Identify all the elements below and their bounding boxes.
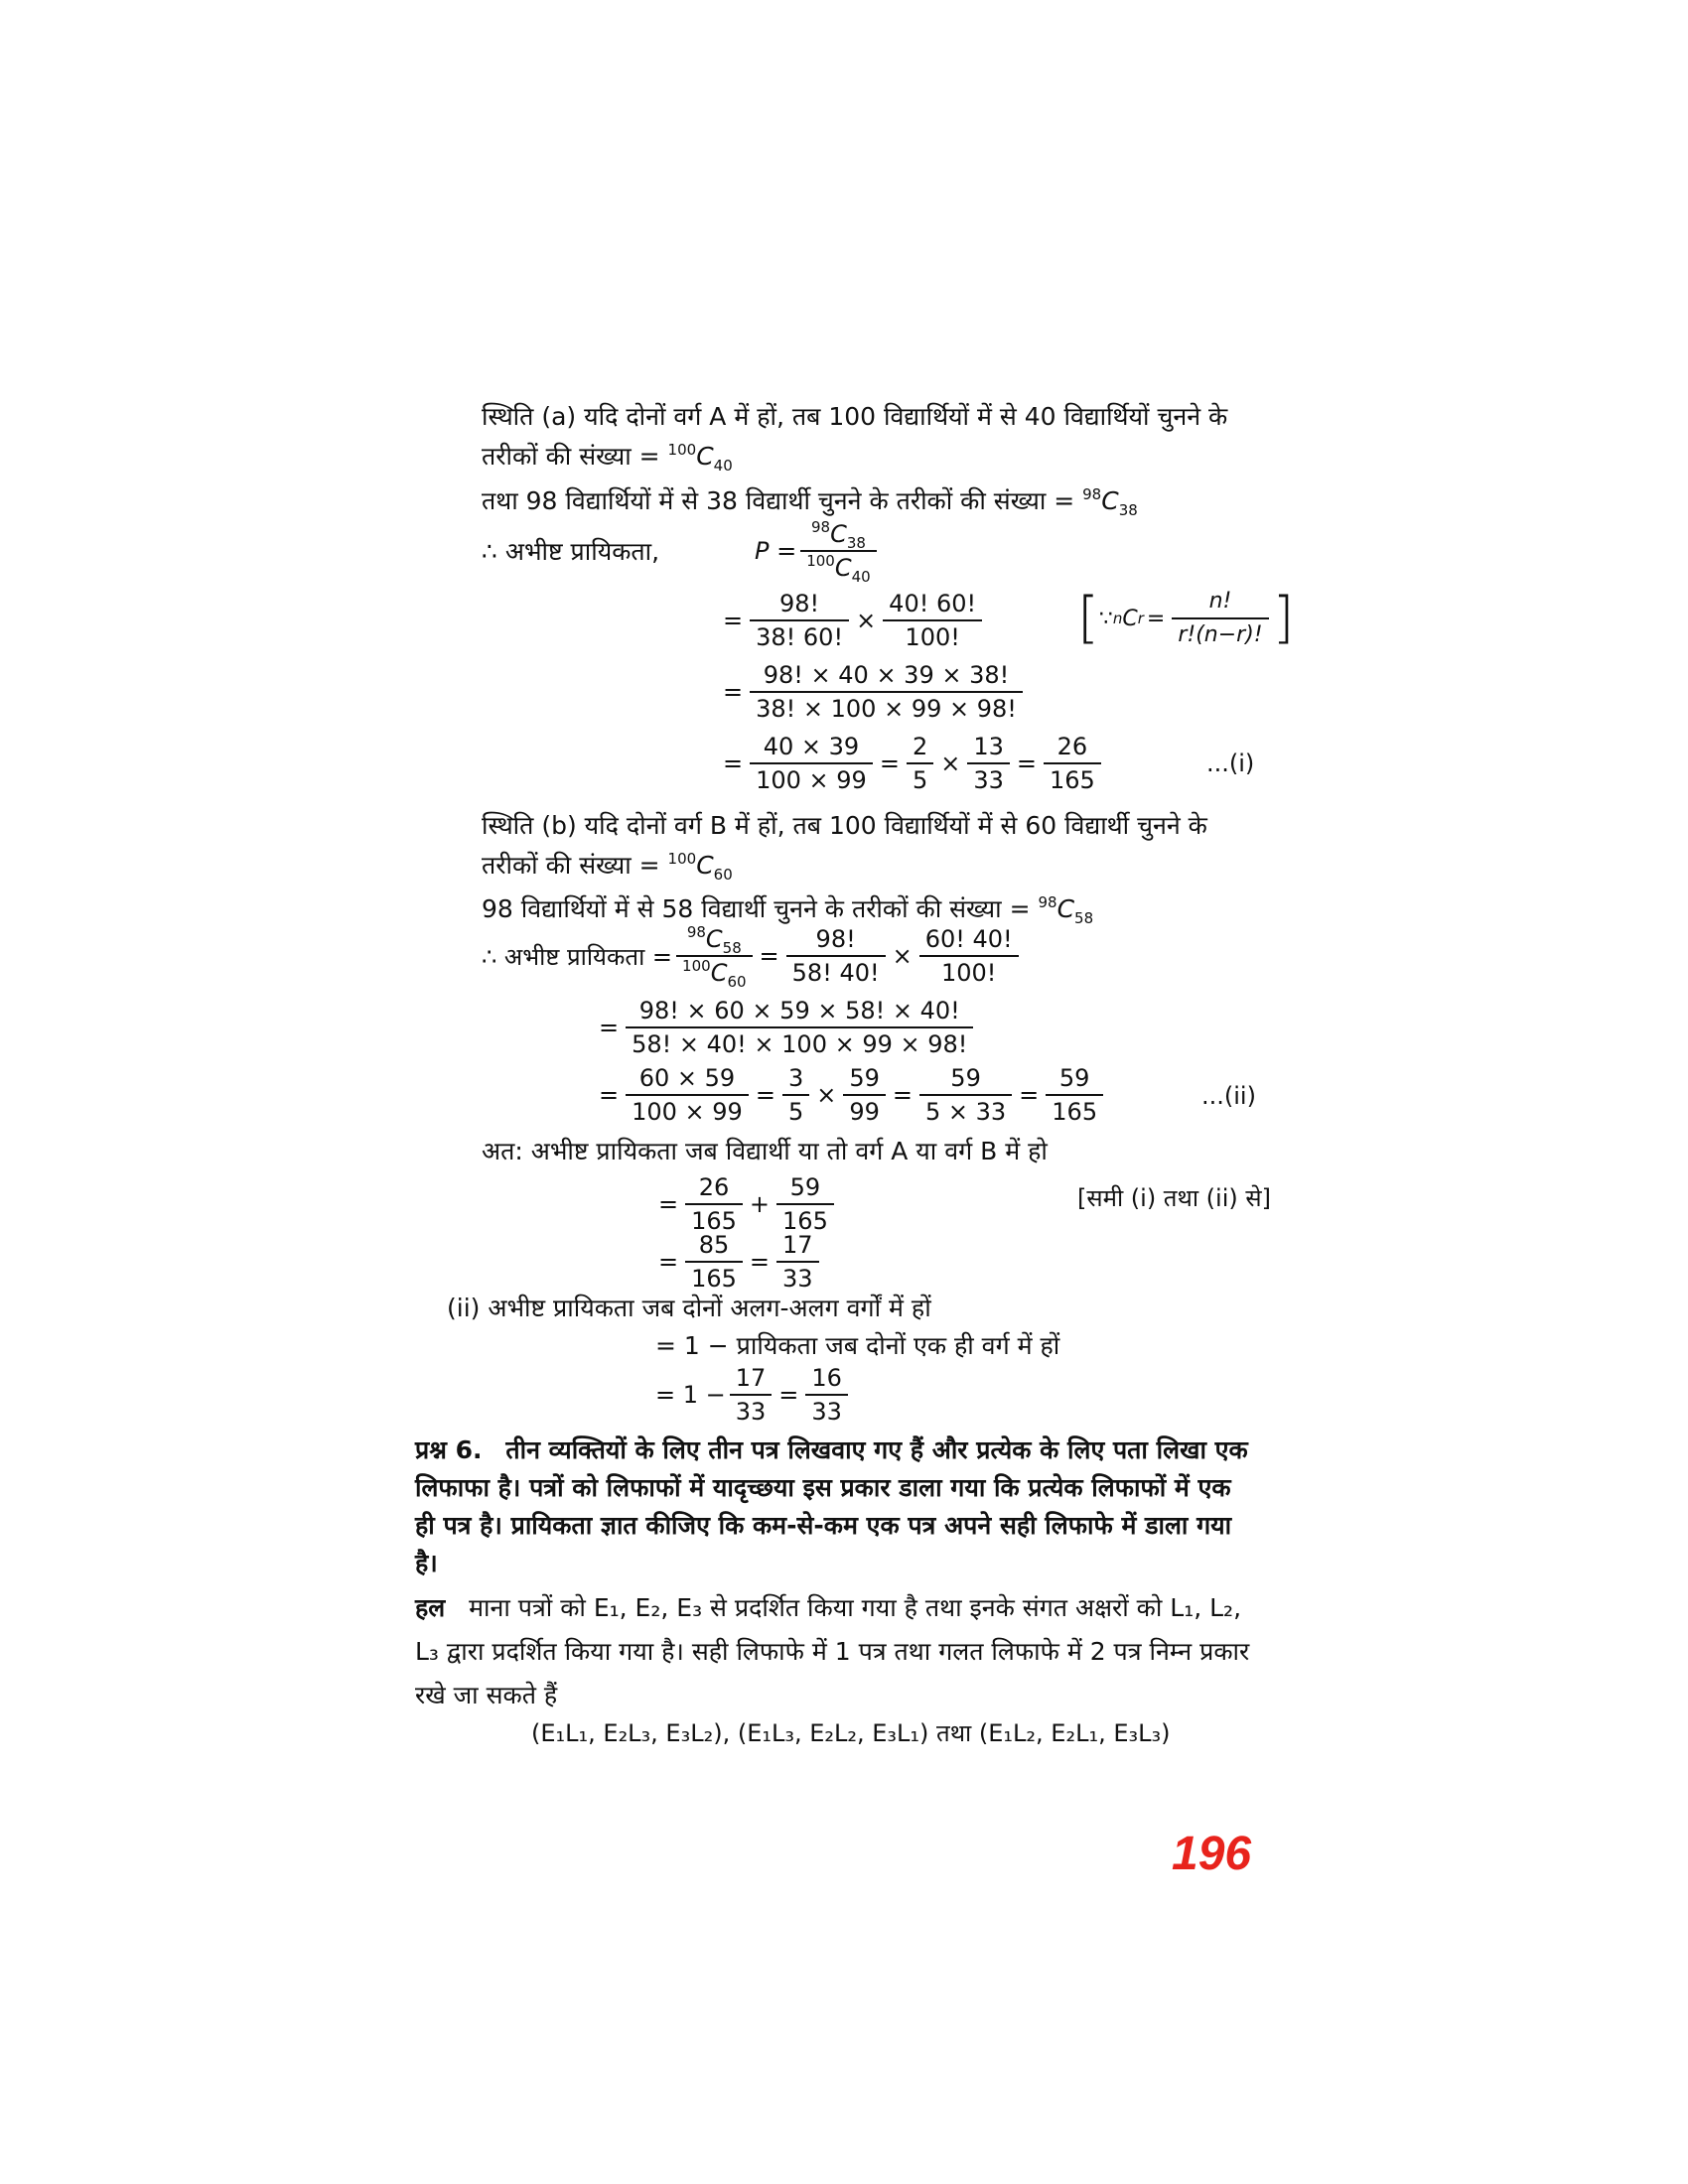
case-a-P-num-sub: 38 — [846, 534, 866, 552]
case-b-step3-den-a: 100 × 99 — [632, 1098, 743, 1126]
total-res-num-b: 17 — [776, 1229, 819, 1263]
case-a-line2 — [482, 437, 733, 477]
case-b-step1-num-c: C — [705, 925, 723, 953]
case-b-step3-den-d: 5 × 33 — [924, 1098, 1007, 1126]
case-b-step1-num-c: 60! 40! — [919, 923, 1019, 957]
case-a-formula-because: ∵ — [1098, 606, 1113, 631]
case-a-P-frac — [800, 518, 877, 584]
case-b-line2-sup: 100 — [667, 850, 697, 868]
case-a-formula-den: r!(n−r)! — [1178, 622, 1263, 647]
total-res-den-b: 33 — [782, 1265, 813, 1293]
case-a-step3-num-c: 13 — [967, 731, 1010, 764]
total-sum-num-a: 26 — [685, 1171, 743, 1205]
case-b-eq-tag: ...(ii) — [1201, 1082, 1256, 1110]
total-ref: [समी (i) तथा (ii) से] — [1077, 1184, 1271, 1212]
question-6-label: प्रश्न 6. — [415, 1435, 483, 1464]
case-b-step3-num-c: 59 — [843, 1062, 886, 1096]
case-a-step3-den-c: 33 — [973, 766, 1004, 794]
total-res-num-a: 85 — [685, 1229, 743, 1263]
case-a-step3-den-a: 100 × 99 — [756, 766, 867, 794]
total-result: = $\frac{85}{165}$ = $\frac{17}{33}$ — [655, 1229, 823, 1295]
case-a-line3-text: तथा 98 विद्यार्थियों में से 38 विद्यार्थी चुनने के तरीकों की संख्या = — [482, 486, 1083, 515]
case-b-step2-num: 98! × 60 × 59 × 58! × 40! — [626, 995, 973, 1028]
case-a-formula-bracket: [ ∵ n C r = $\frac{n!}{r!(n-r)!}$ ] — [1077, 586, 1295, 650]
case-a-P: P = — [755, 537, 797, 565]
case-a-line1: स्थिति (a) यदि दोनों वर्ग A में हों, तब 100 विद्यार्थियों में से 40 विद्यार्थियों चुनने के — [482, 402, 1228, 431]
case-a-line3-sup: 98 — [1082, 485, 1102, 503]
part-ii-calc: = 1 − $\frac{17}{33}$ = $\frac{16}{33}$ — [655, 1362, 852, 1428]
case-a-line3-sub: 38 — [1118, 501, 1138, 519]
case-b-step2-den: 58! × 40! × 100 × 99 × 98! — [632, 1030, 968, 1058]
question-6-text: तीन व्यक्तियों के लिए तीन पत्र लिखवाए गए हैं और प्रत्येक के लिए पता लिखा एक लिफाफा है। पत्रों को लिफाफों में यादृच्छया इस प्रकार डाला गया कि प्रत्येक लिफाफों में एक ही पत्र है। प्रायिकता ज्ञात कीजिए कि कम-से-कम एक पत्र अपने सही लिफाफे में डाला गया है। — [415, 1435, 1248, 1577]
total-res-den-a: 165 — [691, 1265, 737, 1293]
solution — [415, 1586, 1251, 1717]
case-b-line1: स्थिति (b) यदि दोनों वर्ग B में हों, तब 100 विद्यार्थियों में से 60 विद्यार्थी चुनने के — [482, 811, 1207, 840]
solution-label: हल — [415, 1593, 446, 1622]
case-b-step1-num-b: 98! — [786, 923, 886, 957]
case-a-P-eq — [755, 518, 881, 584]
case-a-step2-num: 98! × 40 × 39 × 38! — [750, 659, 1023, 693]
case-a-line2-sub: 40 — [713, 457, 733, 475]
case-b-step3-num-d: 59 — [919, 1062, 1012, 1096]
case-b-step1-num-sub: 58 — [722, 939, 742, 957]
case-a-step1-num-a: 98! — [750, 588, 849, 621]
case-a-step1-den-a: 38! 60! — [756, 623, 844, 651]
part-ii-prefix: = 1 − — [655, 1381, 726, 1409]
case-a-step1-num-b: 40! 60! — [883, 588, 982, 621]
case-b-line2-sub: 60 — [713, 866, 733, 884]
case-b-step3-den-e: 165 — [1052, 1098, 1098, 1126]
case-b-line2 — [482, 846, 733, 886]
case-b-step1-den-sup: 100 — [682, 957, 711, 975]
part-ii-line2: = 1 − प्रायिकता जब दोनों एक ही वर्ग में हों — [655, 1331, 1060, 1360]
part-ii-num-b: 16 — [805, 1362, 848, 1396]
case-a-P-den-sup: 100 — [806, 552, 835, 570]
case-b-step1-den-sub: 60 — [727, 973, 747, 991]
case-b-step3-num-b: 3 — [782, 1062, 809, 1096]
part-ii-line: (ii) अभीष्ट प्रायिकता जब दोनों अलग-अलग वर्गों में हों — [447, 1294, 931, 1322]
case-b-line2-text: तरीकों की संख्या = — [482, 851, 668, 880]
case-a-step3-num-d: 26 — [1044, 731, 1101, 764]
total-sum-num-b: 59 — [776, 1171, 834, 1205]
case-b-step1: ∴ अभीष्ट प्रायिकता = $\frac{^{98}C_{58}}{^{100}C_{60}}$ = $\frac{98!}{58! 40!}$ × $\frac{60! 40!}{100!}$ — [482, 923, 1023, 989]
case-b-line3-sub: 58 — [1074, 909, 1094, 927]
case-a-P-den-sub: 40 — [851, 568, 871, 586]
case-a-formula-num: n! — [1208, 589, 1232, 614]
case-a-line2-sup: 100 — [667, 441, 697, 459]
case-a-line3 — [482, 481, 1138, 521]
solution-arrangements: (E₁L₁, E₂L₃, E₃L₂), (E₁L₃, E₂L₂, E₃L₁) तथा (E₁L₂, E₂L₁, E₃L₃) — [531, 1719, 1171, 1747]
case-b-step1-frac-a — [676, 923, 753, 989]
case-b-step3-den-b: 5 — [787, 1098, 804, 1126]
case-a-prob-label: ∴ अभीष्ट प्रायिकता, — [482, 537, 660, 566]
case-a-eq-tag: ...(i) — [1206, 750, 1255, 777]
case-b-step1-den-c: C — [710, 959, 728, 987]
case-b-line3-c: C — [1056, 894, 1075, 923]
case-a-step2-den: 38! × 100 × 99 × 98! — [756, 695, 1017, 723]
case-b-line2-c: C — [696, 851, 714, 880]
case-a-step3-num-b: 2 — [907, 731, 933, 764]
case-a-step3: = $\frac{40 \times 39}{100 \times 99}$ = $\frac{2}{5}$ × $\frac{13}{33}$ = $\frac{26}{165}$ — [720, 731, 1105, 796]
case-b-step3: = $\frac{60 \times 59}{100 \times 99}$ = $\frac{3}{5}$ × $\frac{59}{99}$ = $\frac{59}{5 \times 33}$ = $\frac{59}{165}$ — [596, 1062, 1107, 1128]
total-line: अत: अभीष्ट प्रायिकता जब विद्यार्थी या तो वर्ग A या वर्ग B में हो — [482, 1137, 1048, 1165]
case-b-step1-num-sup: 98 — [686, 923, 706, 941]
case-a-formula-c: C — [1122, 606, 1138, 631]
case-a-step3-den-b: 5 — [912, 766, 928, 794]
case-a-step1-den-b: 100! — [905, 623, 960, 651]
case-b-step3-den-c: 99 — [849, 1098, 880, 1126]
case-b-step3-num-a: 60 × 59 — [626, 1062, 749, 1096]
part-ii-den-b: 33 — [811, 1398, 842, 1426]
total-sum-den-a: 165 — [691, 1207, 737, 1235]
part-ii-den-a: 33 — [735, 1398, 767, 1426]
case-a-line3-c: C — [1101, 486, 1119, 515]
case-a-P-num-c: C — [830, 520, 847, 548]
case-b-line3-sup: 98 — [1038, 893, 1057, 911]
case-a-P-num-sup: 98 — [810, 518, 831, 536]
case-a-step2: = $\frac{98! \times 40 \times 39 \times 38!}{38! \times 100 \times 99 \times 98!}$ — [720, 659, 1027, 725]
case-b-step1-den-b: 58! 40! — [791, 959, 880, 987]
part-ii-num-a: 17 — [730, 1362, 773, 1396]
solution-text: माना पत्रों को E₁, E₂, E₃ से प्रदर्शित किया गया है तथा इनके संगत अक्षरों को L₁, L₂, L₃ द्वारा प्रदर्शित किया गया है। सही लिफाफे में 1 पत्र तथा गलत लिफाफे में 2 पत्र निम्न प्रकार रखे जा सकते हैं — [415, 1593, 1250, 1709]
case-a-step3-den-d: 165 — [1049, 766, 1095, 794]
case-a-P-den-c: C — [834, 554, 852, 582]
case-a-formula-r: r — [1137, 610, 1144, 627]
case-a-step1: = $\frac{98!}{38! 60!}$ × $\frac{40! 60!}{100!}$ — [720, 588, 986, 653]
case-b-step3-num-e: 59 — [1046, 1062, 1103, 1096]
case-a-line2-c: C — [696, 442, 714, 471]
case-b-prob-label: ∴ अभीष्ट प्रायिकता = — [482, 942, 673, 971]
case-b-line3-text: 98 विद्यार्थियों में से 58 विद्यार्थी चुनने के तरीकों की संख्या = — [482, 894, 1039, 923]
case-b-step2: = $\frac{98! \times 60 \times 59 \times 58! \times 40!}{58! \times 40! \times 100 \times 99 \times 98!}$ — [596, 995, 977, 1060]
case-b-step1-den-c: 100! — [940, 959, 997, 987]
case-a-line2-text: तरीकों की संख्या = — [482, 442, 668, 471]
total-sum: = $\frac{26}{165}$ + $\frac{59}{165}$ — [655, 1171, 838, 1237]
total-sum-den-b: 165 — [782, 1207, 828, 1235]
question-6 — [415, 1432, 1251, 1582]
case-a-step3-num-a: 40 × 39 — [750, 731, 873, 764]
page-number: 196 — [1172, 1828, 1252, 1880]
case-a-formula-n: n — [1112, 610, 1123, 627]
